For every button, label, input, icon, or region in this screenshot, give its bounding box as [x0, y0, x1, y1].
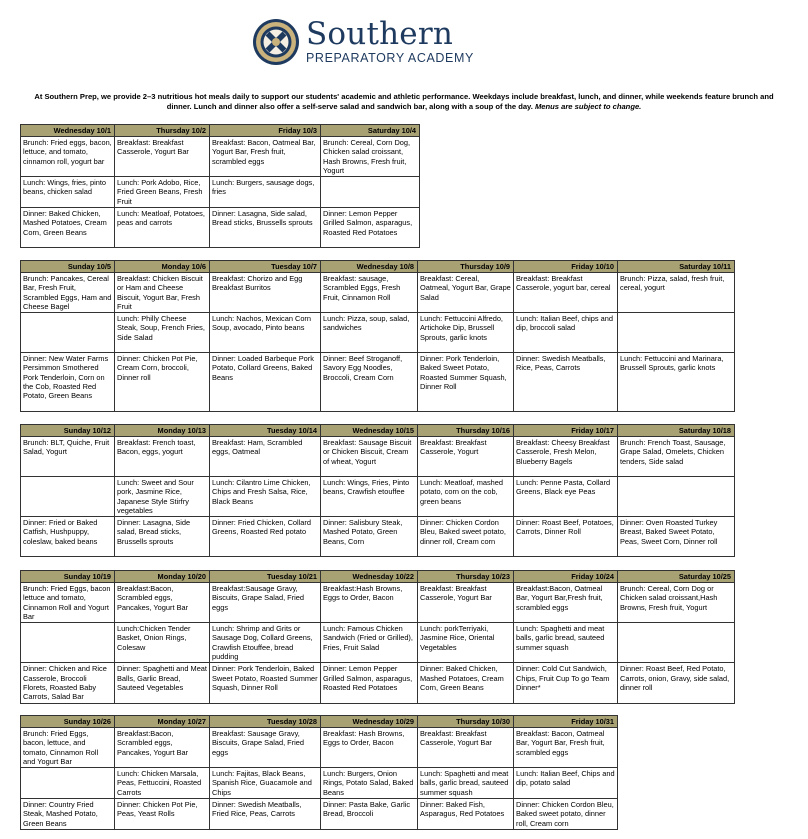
meal-cell: Brunch: BLT, Quiche, Fruit Salad, Yogurt [21, 437, 115, 477]
day-header: Sunday 10/26 [21, 716, 115, 728]
intro-text: At Southern Prep, we provide 2–3 nutritious hot meals daily to support our students' academic and athletic performance. Weekdays include breakfast, lunch, and dinner, while weekends feature brunch and dinner. Lunch and dinner also offer a self-serve salad and sandwich bar, along with a soup of the day. [34, 92, 774, 111]
meal-cell: Breakfast: Ham, Scrambled eggs, Oatmeal [210, 437, 321, 477]
meal-cell: Dinner: Salisbury Steak, Mashed Potato, Green Beans, Corn [321, 517, 418, 557]
day-header: Thursday 10/16 [418, 425, 514, 437]
meal-cell: Lunch: Sweet and Sour pork, Jasmine Rice, Japanese Style Stirfry vegetables [115, 477, 210, 517]
week-2-header-row [21, 261, 735, 273]
week-5-table [20, 715, 618, 830]
meal-cell: Breakfast: sausage, Scrambled Eggs, Fresh Fruit, Cinnamon Roll [321, 273, 418, 313]
meal-cell: Brunch: Pancakes, Cereal Bar, Fresh Fruit, Scrambled Eggs, Ham and Cheese Bagel [21, 273, 115, 313]
meal-cell: Breakfast: Cereal, Oatmeal, Yogurt Bar, Grape Salad [418, 273, 514, 313]
meal-cell: Lunch: Pork Adobo, Rice, Fried Green Beans, Fresh Fruit [115, 177, 210, 208]
meal-cell: Lunch: Fettuccini Alfredo, Artichoke Dip, Brussell Sprouts, garlic knots [418, 313, 514, 353]
meal-cell: Dinner: Lemon Pepper Grilled Salmon, asparagus, Roasted Red Potatoes [321, 208, 420, 248]
meal-cell: Lunch: Fajitas, Black Beans, Spanish Rice, Guacamole and Chips [210, 768, 321, 799]
meal-cell: Breakfast: Breakfast Casserole, Yogurt [418, 437, 514, 477]
meal-row-dinner [21, 799, 618, 830]
day-header: Saturday 10/4 [321, 125, 420, 137]
meal-cell: Dinner: Pasta Bake, Garlic Bread, Broccoli [321, 799, 418, 830]
meal-cell [618, 623, 735, 663]
meal-row-dinner [21, 517, 735, 557]
meal-cell: Lunch: Philly Cheese Steak, Soup, French Fries, Side Salad [115, 313, 210, 353]
meal-cell: Breakfast: Cheesy Breakfast Casserole, Fresh Melon, Blueberry Bagels [514, 437, 618, 477]
meal-cell: Lunch: Meatloaf, mashed potato, corn on the cob, green beans [418, 477, 514, 517]
day-header: Friday 10/31 [514, 716, 618, 728]
day-header: Friday 10/24 [514, 571, 618, 583]
meal-cell: Brunch: Pizza, salad, fresh fruit, cereal, yogurt [618, 273, 735, 313]
meal-cell [21, 313, 115, 353]
meal-cell: Dinner: New Water Farms Persimmon Smothered Pork Tenderloin, Corn on the Cob, Roasted Red Potato, Green Beans [21, 353, 115, 412]
meal-cell: Lunch: Cilantro Lime Chicken, Chips and Fresh Salsa, Rice, Black Beans [210, 477, 321, 517]
meal-cell: Breakfast: Hash Browns, Eggs to Order, Bacon [321, 728, 418, 768]
meal-row-brunch-breakfast [21, 583, 735, 623]
meal-cell: Dinner: Roast Beef, Red Potato, Carrots, onion, Gravy, side salad, dinner roll [618, 663, 735, 703]
meal-cell: Breakfast: Breakfast Casserole, Yogurt Bar [418, 728, 514, 768]
meal-cell: Dinner: Baked Chicken, Mashed Potatoes, Cream Corn, Green Beans [21, 208, 115, 248]
meal-cell: Dinner: Chicken Cordon Bleu, Baked sweet potato, dinner roll, Cream corn [418, 517, 514, 557]
day-header: Friday 10/10 [514, 261, 618, 273]
meal-cell: Brunch: Fried eggs, bacon, lettuce, and tomato, cinnamon roll, yogurt bar [21, 137, 115, 177]
meal-cell: Breakfast: French toast, Bacon, eggs, yogurt [115, 437, 210, 477]
week-2-table [20, 260, 735, 412]
meal-cell: Lunch: Nachos, Mexican Corn Soup, avocado, Pinto beans [210, 313, 321, 353]
meal-cell: Brunch: Cereal, Corn Dog, Chicken salad croissant, Hash Browns, Fresh fruit, Yogurt [321, 137, 420, 177]
meal-row-dinner [21, 208, 420, 248]
day-header: Monday 10/13 [115, 425, 210, 437]
meal-row-brunch-breakfast [21, 437, 735, 477]
meal-cell: Dinner: Chicken Pot Pie, Peas, Yeast Rolls [115, 799, 210, 830]
week-3-header-row [21, 425, 735, 437]
day-header: Thursday 10/2 [115, 125, 210, 137]
meal-cell: Breakfast: Sausage Biscuit or Chicken Biscuit, Cream of wheat, Yogurt [321, 437, 418, 477]
meal-cell: Lunch: Famous Chicken Sandwich (Fried or Grilled), Fries, Fruit Salad [321, 623, 418, 663]
day-header: Tuesday 10/28 [210, 716, 321, 728]
meal-cell: Dinner: Cold Cut Sandwich, Chips, Fruit Cup To go Team Dinner* [514, 663, 618, 703]
meal-cell: Dinner: Chicken and Rice Casserole, Broccoli Florets, Roasted Baby Carrots, Salad Bar [21, 663, 115, 703]
meal-cell: Lunch: Spaghetti and meat balls, garlic bread, sauteed summer squash [514, 623, 618, 663]
day-header: Wednesday 10/1 [21, 125, 115, 137]
meal-cell: Dinner: Fried or Baked Catfish, Hushpuppy, coleslaw, baked beans [21, 517, 115, 557]
meal-cell: Lunch: Wings, Fries, Pinto beans, Crawfish etouffee [321, 477, 418, 517]
day-header: Sunday 10/12 [21, 425, 115, 437]
meal-cell [21, 623, 115, 663]
meal-cell: Lunch: Fettuccini and Marinara, Brussell Sprouts, garlic knots [618, 353, 735, 412]
meal-cell: Dinner: Roast Beef, Potatoes, Carrots, Dinner Roll [514, 517, 618, 557]
day-header: Friday 10/3 [210, 125, 321, 137]
day-header: Monday 10/6 [115, 261, 210, 273]
meal-cell: Dinner: Pork Tenderloin, Baked Sweet Potato, Roasted Summer Squash, Dinner Roll [418, 353, 514, 412]
meal-row-lunch [21, 177, 420, 208]
meal-cell [21, 768, 115, 799]
day-header: Tuesday 10/7 [210, 261, 321, 273]
meal-cell: Breakfast:Bacon, Scrambled eggs, Pancakes, Yogurt Bar [115, 583, 210, 623]
day-header: Friday 10/17 [514, 425, 618, 437]
meal-cell: Dinner: Beef Stroganoff, Savory Egg Noodles, Broccoli, Cream Corn [321, 353, 418, 412]
meal-cell: Dinner: Chicken Cordon Bleu, Baked sweet potato, dinner roll, Cream corn [514, 799, 618, 830]
week-4-header-row [21, 571, 735, 583]
meal-row-brunch-breakfast [21, 273, 735, 313]
day-header: Saturday 10/25 [618, 571, 735, 583]
meal-cell: Dinner: Lemon Pepper Grilled Salmon, asparagus, Roasted Red Potatoes [321, 663, 418, 703]
meal-cell: Dinner: Loaded Barbeque Pork Potato, Collard Greens, Baked Beans [210, 353, 321, 412]
meal-cell: Lunch: Pizza, soup, salad, sandwiches [321, 313, 418, 353]
meal-cell: Breakfast: Breakfast Casserole, Yogurt Bar [115, 137, 210, 177]
meal-cell: Breakfast: Chicken Biscuit or Ham and Cheese Biscuit, Yogurt Bar, Fresh Fruit [115, 273, 210, 313]
meal-cell: Lunch: Wings, fries, pinto beans, chicken salad [21, 177, 115, 208]
meal-cell: Breakfast: Bacon, Oatmeal Bar, Yogurt Bar, Fresh fruit, scrambled eggs [210, 137, 321, 177]
meal-cell: Breakfast: Chorizo and Egg Breakfast Burritos [210, 273, 321, 313]
meal-cell: Dinner: Lasagna, Side salad, Bread sticks, Brussells sprouts [210, 208, 321, 248]
meal-row-dinner [21, 353, 735, 412]
day-header: Thursday 10/9 [418, 261, 514, 273]
brand-name: Southern [306, 16, 454, 53]
day-header: Wednesday 10/22 [321, 571, 418, 583]
meal-cell: Lunch: Burgers, Onion Rings, Potato Salad, Baked Beans [321, 768, 418, 799]
day-header: Tuesday 10/21 [210, 571, 321, 583]
meal-cell: Breakfast: Bacon, Oatmeal Bar, Yogurt Bar, Fresh fruit, scrambled eggs [514, 728, 618, 768]
meal-cell: Lunch: Italian Beef, chips and dip, broccoli salad [514, 313, 618, 353]
meal-cell: Breakfast:Bacon, Scrambled eggs, Pancakes, Yogurt Bar [115, 728, 210, 768]
brand-subtitle: PREPARATORY ACADEMY [306, 51, 474, 66]
school-seal-icon [252, 18, 300, 66]
day-header: Wednesday 10/29 [321, 716, 418, 728]
meal-cell: Lunch: Chicken Marsala, Peas, Fettuccini, Roasted Carrots [115, 768, 210, 799]
meal-cell: Lunch: Shrimp and Grits or Sausage Dog, Collard Greens, Crawfish Etouffee, bread pudding [210, 623, 321, 663]
meal-cell: Lunch: Penne Pasta, Collard Greens, Black eye Peas [514, 477, 618, 517]
day-header: Sunday 10/19 [21, 571, 115, 583]
day-header: Thursday 10/30 [418, 716, 514, 728]
meal-row-lunch [21, 623, 735, 663]
meal-cell: Breakfast: Breakfast Casserole, Yogurt Bar [418, 583, 514, 623]
meal-cell: Dinner: Lasagna, Side salad, Bread sticks, Brussells sprouts [115, 517, 210, 557]
meal-row-dinner [21, 663, 735, 703]
meal-cell: Dinner: Swedish Meatballs, Rice, Peas, Carrots [514, 353, 618, 412]
week-5-header-row [21, 716, 618, 728]
day-header: Monday 10/20 [115, 571, 210, 583]
intro-note: Menus are subject to change. [534, 101, 642, 111]
meal-row-lunch [21, 477, 735, 517]
day-header: Saturday 10/11 [618, 261, 735, 273]
school-logo [252, 14, 474, 70]
meal-cell: Brunch: Fried Eggs, bacon, lettuce, and tomato, Cinnamon Roll and Yogurt Bar [21, 728, 115, 768]
meal-cell: Breakfast:Sausage Gravy, Biscuits, Grape Salad, Fried eggs [210, 583, 321, 623]
meal-cell: Lunch: Italian Beef, Chips and dip, potato salad [514, 768, 618, 799]
meal-cell: Breakfast:Hash Browns, Eggs to Order, Bacon [321, 583, 418, 623]
meal-cell: Breakfast:Bacon, Oatmeal Bar, Yogurt Bar,Fresh fruit, scrambled eggs [514, 583, 618, 623]
week-3-table [20, 424, 735, 557]
meal-cell: Dinner: Spaghetti and Meat Balls, Garlic Bread, Sauteed Vegetables [115, 663, 210, 703]
meal-cell: Brunch: Cereal, Corn Dog or Chicken salad croissant,Hash Browns, Fresh fruit, Yogurt [618, 583, 735, 623]
meal-row-brunch-breakfast [21, 728, 618, 768]
meal-cell: Lunch: porkTerriyaki, Jasmine Rice, Oriental Vegetables [418, 623, 514, 663]
meal-cell: Dinner: Baked Fish, Asparagus, Red Potatoes [418, 799, 514, 830]
meal-cell: Brunch: Fried Eggs, bacon lettuce and tomato, Cinnamon Roll and Yogurt Bar [21, 583, 115, 623]
meal-cell: Breakfast: Breakfast Casserole, yogurt bar, cereal [514, 273, 618, 313]
day-header: Wednesday 10/8 [321, 261, 418, 273]
meal-cell: Dinner: Fried Chicken, Collard Greens, Roasted Red potato [210, 517, 321, 557]
day-header: Wednesday 10/15 [321, 425, 418, 437]
day-header: Sunday 10/5 [21, 261, 115, 273]
meal-row-brunch-breakfast [21, 137, 420, 177]
meal-cell [618, 313, 735, 353]
intro-paragraph [26, 92, 782, 111]
meal-cell: Dinner: Baked Chicken, Mashed Potatoes, Cream Corn, Green Beans [418, 663, 514, 703]
meal-cell [21, 477, 115, 517]
week-1-header-row [21, 125, 420, 137]
meal-cell [618, 477, 735, 517]
day-header: Saturday 10/18 [618, 425, 735, 437]
meal-cell: Dinner: Swedish Meatballs, Fried Rice, Peas, Carrots [210, 799, 321, 830]
meal-cell: Lunch:Chicken Tender Basket, Onion Rings, Colesaw [115, 623, 210, 663]
meal-cell: Lunch: Burgers, sausage dogs, fries [210, 177, 321, 208]
day-header: Tuesday 10/14 [210, 425, 321, 437]
meal-cell [321, 177, 420, 208]
week-4-table [20, 570, 735, 704]
meal-row-lunch [21, 768, 618, 799]
day-header: Monday 10/27 [115, 716, 210, 728]
meal-cell: Dinner: Country Fried Steak, Mashed Potato, Green Beans [21, 799, 115, 830]
meal-row-lunch [21, 313, 735, 353]
meal-cell: Dinner: Oven Roasted Turkey Breast, Baked Sweet Potato, Peas, Sweet Corn, Dinner roll [618, 517, 735, 557]
meal-cell: Dinner: Pork Tenderloin, Baked Sweet Potato, Roasted Summer Squash, Dinner Roll [210, 663, 321, 703]
meal-cell: Lunch: Meatloaf, Potatoes, peas and carrots [115, 208, 210, 248]
day-header: Thursday 10/23 [418, 571, 514, 583]
meal-cell: Breakfast: Sausage Gravy, Biscuits, Grape Salad, Fried eggs [210, 728, 321, 768]
meal-cell: Lunch: Spaghetti and meat balls, garlic bread, sauteed summer squash [418, 768, 514, 799]
meal-cell: Brunch: French Toast, Sausage, Grape Salad, Omelets, Chicken tenders, Side salad [618, 437, 735, 477]
week-1-table [20, 124, 420, 248]
meal-cell: Dinner: Chicken Pot Pie, Cream Corn, broccoli, Dinner roll [115, 353, 210, 412]
